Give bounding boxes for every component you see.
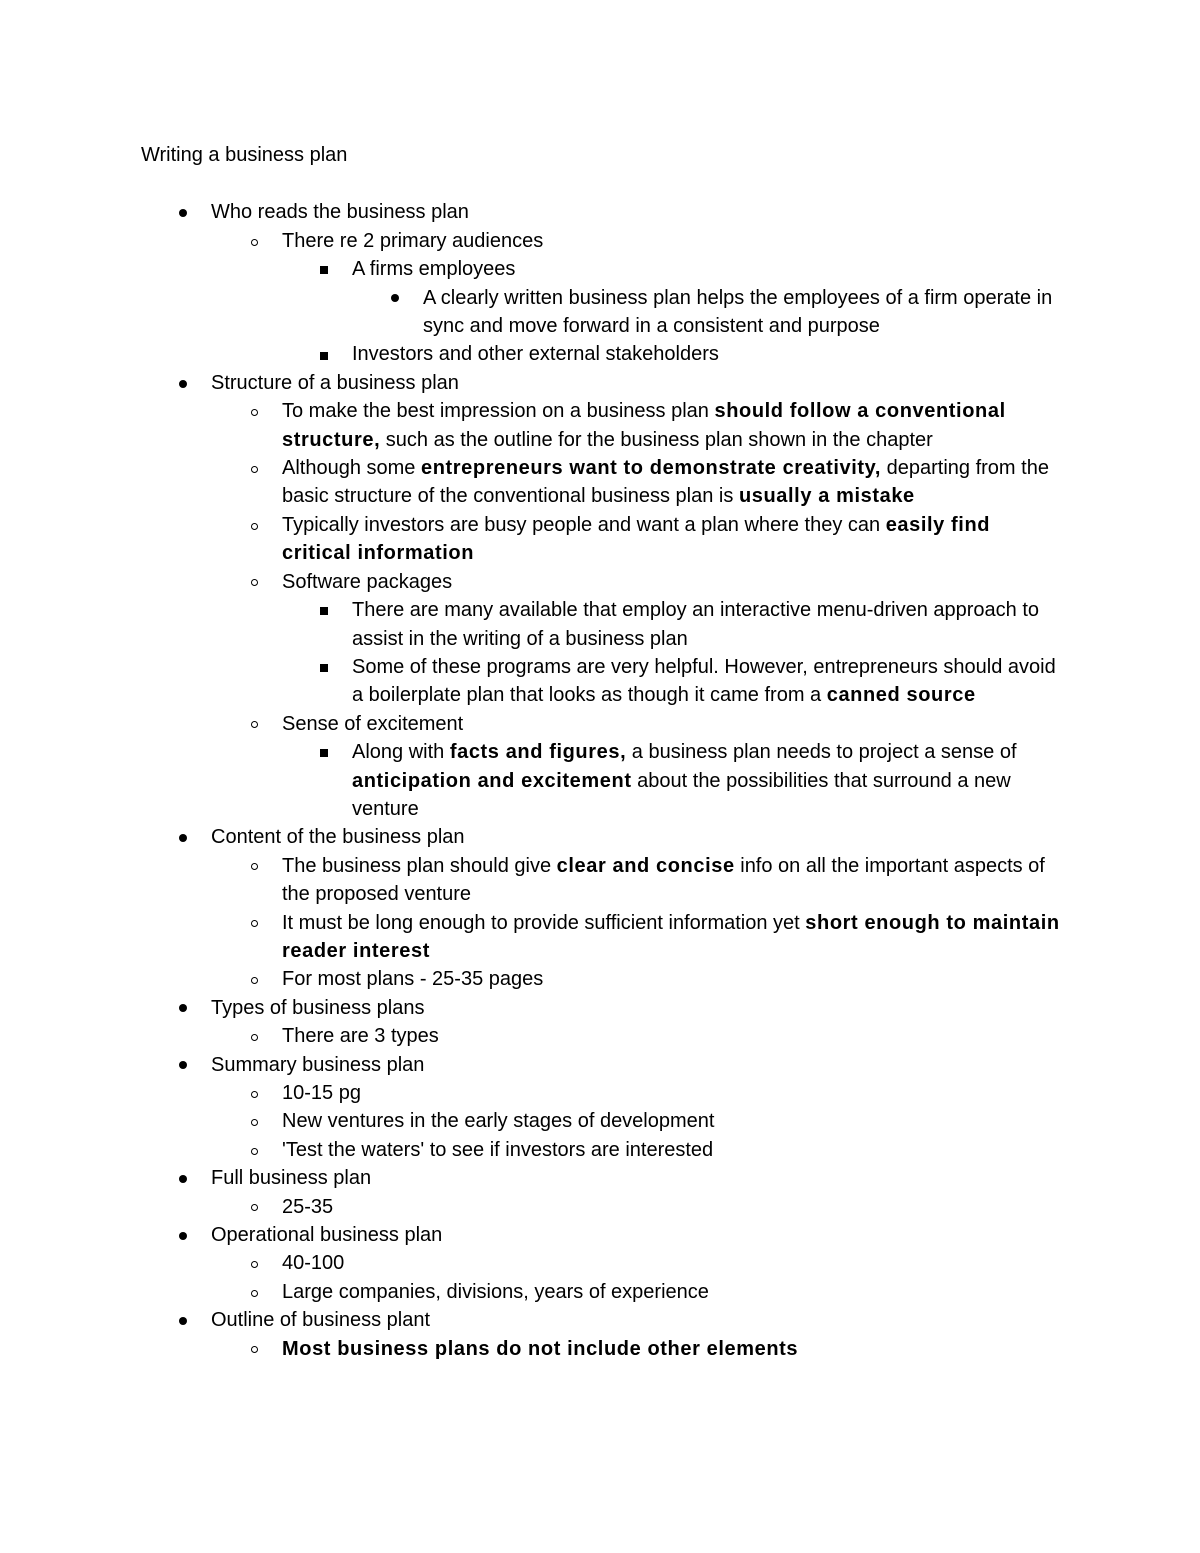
circle-bullet-icon bbox=[244, 1136, 264, 1164]
bold-text: should follow a conventional structure, bbox=[282, 400, 1006, 451]
list-item-text bbox=[211, 1221, 1081, 1249]
list-item-text bbox=[211, 1051, 1081, 1079]
circle-bullet-icon bbox=[244, 909, 264, 937]
list-item-text bbox=[211, 994, 1081, 1022]
list-item-text bbox=[352, 255, 1062, 283]
document-page bbox=[141, 141, 1081, 1363]
text-segment: A firms employees bbox=[352, 258, 516, 281]
square-bullet-icon bbox=[314, 738, 334, 766]
list-item-text bbox=[282, 1249, 1062, 1277]
bold-text: short enough to maintain reader interest bbox=[282, 911, 1060, 962]
dot-bullet-icon bbox=[173, 1306, 193, 1334]
list-item bbox=[141, 852, 1062, 909]
text-segment: Some of these programs are very helpful. However, entrepreneurs should avoid a boilerplate plan that looks as though it came from a bbox=[352, 655, 1056, 707]
text-segment: There re 2 primary audiences bbox=[282, 229, 544, 252]
bold-text: easily find critical information bbox=[282, 513, 991, 565]
bullet-list bbox=[141, 198, 1081, 1363]
list-item bbox=[141, 965, 1062, 993]
list-item bbox=[141, 653, 1062, 710]
bold-text: Most business plans do not include other elements bbox=[282, 1337, 799, 1360]
text-segment: There are 3 types bbox=[282, 1025, 439, 1048]
text-segment: The business plan should give bbox=[282, 854, 557, 877]
list-item-text bbox=[282, 1193, 1062, 1221]
list-item bbox=[141, 511, 1062, 568]
list-item-text bbox=[352, 738, 1062, 823]
list-item bbox=[141, 1278, 1062, 1306]
list-item bbox=[141, 1136, 1062, 1164]
text-segment: info on all the important aspects of the proposed venture bbox=[282, 854, 1045, 906]
square-bullet-icon bbox=[314, 255, 334, 283]
bold-text: facts and figures, bbox=[449, 741, 627, 764]
text-segment: There are many available that employ an interactive menu-driven approach to assist in the writing of a business plan bbox=[352, 599, 1040, 650]
circle-bullet-icon bbox=[244, 1278, 264, 1306]
text-segment: Investors and other external stakeholders bbox=[352, 343, 719, 366]
list-item-text bbox=[282, 511, 1062, 568]
bold-text: usually a mistake bbox=[738, 485, 915, 508]
text-segment: Full business plan bbox=[211, 1167, 372, 1190]
text-segment: a business plan needs to project a sense of bbox=[626, 741, 1017, 764]
list-item-text bbox=[282, 710, 1062, 738]
list-item-text bbox=[282, 1136, 1062, 1164]
list-item bbox=[141, 568, 1062, 596]
text-segment: Operational business plan bbox=[211, 1224, 443, 1247]
list-item bbox=[141, 1051, 1081, 1079]
text-segment: Typically investors are busy people and want a plan where they can bbox=[282, 513, 886, 536]
circle-bullet-icon bbox=[244, 227, 264, 255]
dot-bullet-icon bbox=[173, 1051, 193, 1079]
list-item bbox=[141, 340, 1062, 368]
text-segment: Summary business plan bbox=[211, 1053, 425, 1076]
list-item-text bbox=[282, 909, 1062, 966]
text-segment: Outline of business plant bbox=[211, 1309, 431, 1332]
list-item bbox=[141, 1022, 1062, 1050]
dot-bullet-icon bbox=[173, 198, 193, 226]
list-item-text bbox=[211, 1164, 1081, 1192]
dot-bullet-icon bbox=[173, 1164, 193, 1192]
circle-bullet-icon bbox=[244, 397, 264, 425]
text-segment: Structure of a business plan bbox=[211, 371, 459, 394]
circle-bullet-icon bbox=[244, 710, 264, 738]
dot-bullet-icon bbox=[385, 284, 405, 312]
list-item bbox=[141, 823, 1081, 851]
list-item-text bbox=[211, 369, 1081, 397]
dot-bullet-icon bbox=[173, 369, 193, 397]
list-item bbox=[141, 1164, 1081, 1192]
text-segment: A clearly written business plan helps the employees of a firm operate in sync and move forward in a consistent and purpose bbox=[423, 286, 1053, 338]
list-item-text bbox=[282, 1278, 1062, 1306]
list-item bbox=[141, 1249, 1062, 1277]
list-item-text bbox=[282, 1107, 1062, 1135]
list-item bbox=[141, 1335, 1062, 1363]
text-segment: Types of business plans bbox=[211, 996, 425, 1019]
list-item bbox=[141, 454, 1062, 511]
text-segment: 40-100 bbox=[282, 1252, 345, 1275]
text-segment: To make the best impression on a business plan bbox=[282, 400, 715, 423]
text-segment: For most plans - 25-35 pages bbox=[282, 968, 544, 991]
text-segment: Large companies, divisions, years of experience bbox=[282, 1280, 709, 1303]
list-item bbox=[141, 284, 1063, 341]
circle-bullet-icon bbox=[244, 1022, 264, 1050]
bold-text: anticipation and excitement bbox=[352, 769, 632, 792]
text-segment: Who reads the business plan bbox=[211, 201, 469, 224]
list-item-text bbox=[423, 284, 1063, 341]
text-segment: departing from the basic structure of the conventional business plan is bbox=[282, 457, 1049, 508]
list-item bbox=[141, 198, 1081, 226]
square-bullet-icon bbox=[314, 340, 334, 368]
text-segment: Along with bbox=[352, 741, 450, 764]
list-item bbox=[141, 369, 1081, 397]
list-item bbox=[141, 1306, 1081, 1334]
circle-bullet-icon bbox=[244, 1335, 264, 1363]
list-item bbox=[141, 397, 1062, 454]
spacer bbox=[141, 169, 1081, 198]
dot-bullet-icon bbox=[173, 1221, 193, 1249]
circle-bullet-icon bbox=[244, 1193, 264, 1221]
text-segment: 10-15 pg bbox=[282, 1082, 361, 1104]
list-item-text bbox=[352, 596, 1062, 653]
list-item bbox=[141, 710, 1062, 738]
circle-bullet-icon bbox=[244, 965, 264, 993]
text-segment: Content of the business plan bbox=[211, 826, 465, 849]
bold-text: clear and concise bbox=[556, 854, 735, 877]
text-segment: such as the outline for the business plan shown in the chapter bbox=[380, 428, 933, 451]
list-item-text bbox=[352, 340, 1062, 368]
text-segment: 25-35 bbox=[282, 1195, 334, 1218]
list-item bbox=[141, 909, 1062, 966]
text-segment: New ventures in the early stages of development bbox=[282, 1110, 715, 1133]
circle-bullet-icon bbox=[244, 852, 264, 880]
list-item bbox=[141, 1079, 1062, 1107]
list-item-text bbox=[282, 454, 1062, 511]
text-segment: Although some bbox=[282, 457, 421, 480]
circle-bullet-icon bbox=[244, 511, 264, 539]
list-item-text bbox=[282, 1079, 1062, 1107]
list-item bbox=[141, 738, 1062, 823]
text-segment: It must be long enough to provide sufficient information yet bbox=[282, 911, 806, 934]
circle-bullet-icon bbox=[244, 454, 264, 482]
list-item bbox=[141, 227, 1062, 255]
list-item bbox=[141, 994, 1081, 1022]
document-title: Writing a business plan bbox=[141, 144, 348, 166]
list-item-text bbox=[211, 198, 1081, 226]
text-segment: 'Test the waters' to see if investors are interested bbox=[282, 1138, 714, 1161]
dot-bullet-icon bbox=[173, 994, 193, 1022]
bold-text: canned source bbox=[826, 684, 976, 707]
square-bullet-icon bbox=[314, 653, 334, 681]
list-item-text bbox=[282, 568, 1062, 596]
list-item bbox=[141, 1107, 1062, 1135]
list-item bbox=[141, 1221, 1081, 1249]
circle-bullet-icon bbox=[244, 1079, 264, 1107]
list-item-text bbox=[211, 823, 1081, 851]
dot-bullet-icon bbox=[173, 823, 193, 851]
list-item-text bbox=[282, 1022, 1062, 1050]
circle-bullet-icon bbox=[244, 1249, 264, 1277]
list-item-text bbox=[282, 852, 1062, 909]
text-segment: Software packages bbox=[282, 570, 453, 593]
text-segment: about the possibilities that surround a new venture bbox=[352, 769, 1011, 820]
square-bullet-icon bbox=[314, 596, 334, 624]
circle-bullet-icon bbox=[244, 1107, 264, 1135]
list-item-text bbox=[282, 1335, 1062, 1363]
text-segment: Sense of excitement bbox=[282, 712, 464, 735]
list-item-text bbox=[282, 227, 1062, 255]
list-item bbox=[141, 1193, 1062, 1221]
circle-bullet-icon bbox=[244, 568, 264, 596]
list-item bbox=[141, 255, 1062, 283]
list-item-text bbox=[211, 1306, 1081, 1334]
list-item-text bbox=[282, 965, 1062, 993]
list-item-text bbox=[282, 397, 1062, 454]
list-item bbox=[141, 596, 1062, 653]
list-item-text bbox=[352, 653, 1062, 710]
bold-text: entrepreneurs want to demonstrate creativity, bbox=[420, 457, 882, 480]
